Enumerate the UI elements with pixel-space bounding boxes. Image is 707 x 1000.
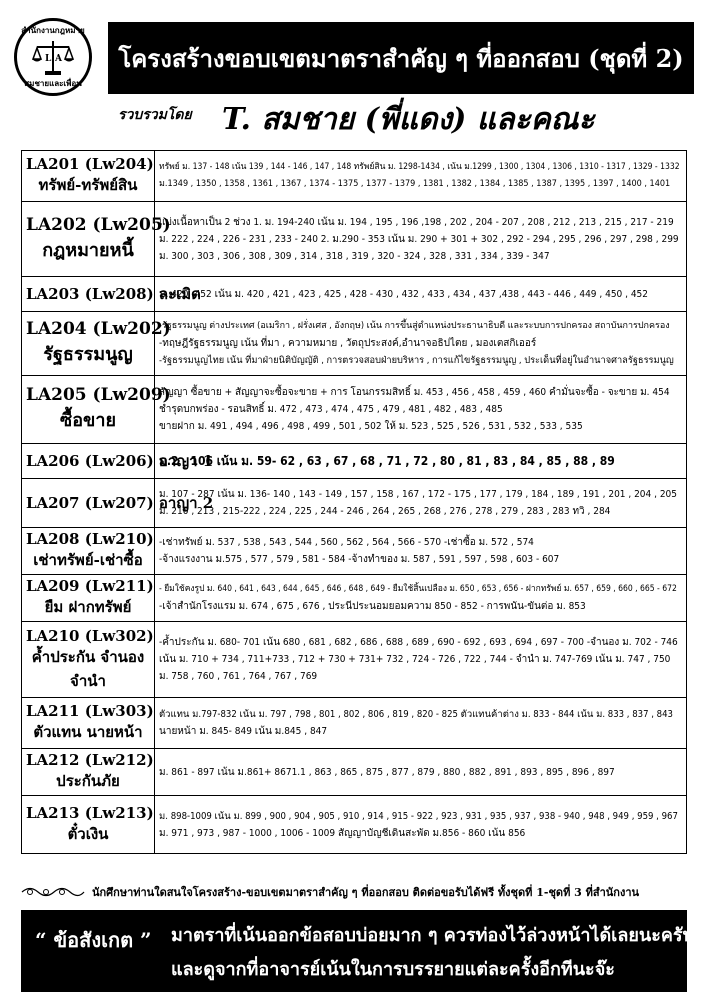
table-row (22, 796, 687, 854)
section-detail-cell (155, 202, 687, 277)
course-code: LA207 (Lw207) อาญา 2 (26, 494, 214, 512)
course-cell (22, 202, 171, 277)
section-detail-line: ชำรุดบกพร่อง - รอนสิทธิ์ ม. 472 , 473 , 474 , 475 , 479 , 481 , 482 , 483 , 485 (159, 404, 503, 415)
section-detail-line: ม. 420 -452 เน้น ม. 420 , 421 , 423 , 425 , 428 - 430 , 432 , 433 , 434 , 437 ,438 , 443 - 446 , 449 , 450 , 452 (159, 288, 649, 300)
course-cell (22, 376, 171, 444)
course-code: LA204 (Lw202) (26, 319, 171, 339)
course-cell (22, 277, 201, 312)
syllabus-table (21, 150, 687, 854)
course-subject: ค้ำประกัน จำนอง จำนำ (31, 647, 145, 690)
section-detail-line: - ยืมใช้คงรูป ม. 640 , 641 , 643 , 644 , 645 , 646 , 648 , 649 - ยืมใช้สิ้นเปลือง ม. 650 , 653 , 656 - ฝากทรัพย์ ม. 657 , 659 , 660 , 665 - 672 (159, 584, 677, 594)
section-detail-line: -รัฐธรรมนูญ ต่างประเทศ (อเมริกา , ฝรั่งเศส , อังกฤษ) เน้น การขึ้นสู่ตำแหน่งประธานาธิบดี และระบบการปกครอง สถาบันการปกครอง (159, 321, 670, 331)
course-subject: เช่าทรัพย์-เช่าซื้อ (33, 551, 143, 569)
section-detail-cell (155, 151, 687, 202)
section-detail-line: -ทฤษฎีรัฐธรรมนูญ เน้น ที่มา , ความหมาย , วัตถุประสงค์,อำนาจอธิปไตย , มองเตสกิเออร์ (159, 338, 537, 349)
course-code: LA202 (Lw205) (26, 214, 171, 235)
course-code: LA201 (Lw204) (26, 155, 154, 173)
course-code: LA209 (Lw211) (26, 577, 154, 595)
course-subject: ตั๋วเงิน (67, 824, 109, 843)
svg-text:A: A (55, 54, 62, 64)
section-detail-cell (155, 444, 687, 479)
section-detail-line: -เจ้าสำนักโรงแรม ม. 674 , 675 , 676 , ประนีประนอมยอมความ 850 - 852 - การพนัน-ขันต่อ ม. 853 (159, 601, 586, 612)
table-row (22, 749, 687, 796)
course-cell (22, 479, 214, 528)
section-detail-line: นายหน้า ม. 845- 849 เน้น ม.845 , 847 (159, 726, 328, 737)
course-code: LA213 (Lw213) (26, 803, 154, 822)
section-detail-line: ม. 107 - 287 เน้น ม. 136- 140 , 143 - 149 , 157 , 158 , 167 , 172 - 175 , 177 , 179 , 184 , 189 , 191 , 201 , 204 , 205 (159, 489, 677, 500)
section-detail-line: -ค้ำประกัน ม. 680- 701 เน้น 680 , 681 , 682 , 686 , 688 , 689 , 690 - 692 , 693 , 694 , 697 - 700 -จำนอง ม. 702 - 746 (159, 637, 678, 648)
course-code: LA210 (Lw302) (26, 626, 154, 645)
section-detail-line: ม.2 - 106 เน้น ม. 59- 62 , 63 , 67 , 68 , 71 , 72 , 80 , 81 , 83 , 84 , 85 , 88 , 89 (159, 453, 615, 468)
course-subject: ซื้อขาย (60, 410, 116, 431)
section-detail-cell (155, 698, 687, 749)
course-cell (22, 575, 155, 622)
table-row (22, 277, 687, 312)
section-detail-line: ขายฝาก ม. 491 , 494 , 496 , 498 , 499 , 501 , 502 ให้ ม. 523 , 525 , 526 , 531 , 532 , 533 , 535 (159, 421, 583, 432)
section-detail-cell (155, 796, 687, 854)
course-cell (22, 528, 155, 575)
course-subject: ตัวแทน นายหน้า (33, 723, 143, 741)
section-detail-line: ม. 300 , 303 , 306 , 308 , 309 , 314 , 318 , 319 , 320 - 324 , 328 , 331 , 334 , 339 - 347 (159, 250, 550, 262)
course-cell (22, 698, 155, 749)
table-row (22, 312, 687, 376)
section-detail-line: ม.1349 , 1350 , 1358 , 1361 , 1367 , 1374 - 1375 , 1377 - 1379 , 1381 , 1382 , 1384 , 1385 , 1387 , 1395 , 1397 , 1400 , 1401 (159, 179, 671, 189)
table-row (22, 622, 687, 698)
svg-text:L: L (45, 54, 52, 64)
logo-ring-top-text: สำนักงานกฎหมาย (21, 25, 85, 35)
course-code: LA205 (Lw209) (26, 385, 171, 405)
table-row (22, 698, 687, 749)
compiled-by-label: รวบรวมโดย (118, 107, 192, 123)
compiler-name: T. สมชาย (พี่แดง) และคณะ (222, 102, 595, 137)
course-subject: รัฐธรรมนูญ (43, 344, 133, 365)
section-detail-line: เน้น ม. 710 + 734 , 711+733 , 712 + 730 + 731+ 732 , 724 - 726 , 722 , 744 - จำนำ ม. 747-769 เน้น ม. 747 , 750 (159, 654, 671, 665)
table-row (22, 575, 687, 622)
course-subject: กฎหมายหนี้ (42, 239, 134, 261)
table-row (22, 151, 687, 202)
notice-label: “ ข้อสังเกต ” (35, 928, 152, 952)
section-detail-line: สัญญา ซื้อขาย + สัญญาจะซื้อจะขาย + การ โอนกรรมสิทธิ์ ม. 453 , 456 , 458 , 459 , 460 คำมั่นจะซื้อ - จะขาย ม. 454 (159, 387, 670, 398)
section-detail-line: ม. 898-1009 เน้น ม. 899 , 900 , 904 , 905 , 910 , 914 , 915 - 922 , 923 , 931 , 935 , 937 , 938 - 940 , 948 , 949 , 959 , 967 (159, 810, 678, 822)
section-detail-cell (155, 312, 687, 376)
page-title: โครงสร้างขอบเขตมาตราสำคัญ ๆ ที่ออกสอบ (ชุดที่ 2) (118, 43, 684, 73)
section-detail-line: -รัฐธรรมนูญไทย เน้น ที่มาฝ่ายนิติบัญญัติ , การตรวจสอบฝ่ายบริหาร , การแก้ไขรัฐธรรมนูญ , ประเด็นที่อยู่ในอำนาจศาลรัฐธรรมนูญ (159, 355, 674, 366)
course-cell (22, 622, 155, 698)
table-row (22, 528, 687, 575)
course-cell (22, 312, 171, 376)
section-detail-cell (155, 528, 687, 575)
notice-box (21, 910, 695, 992)
course-code: LA211 (Lw303) (26, 702, 154, 720)
section-detail-line: ม. 758 , 760 , 761 , 764 , 767 , 769 (159, 671, 318, 682)
table-row (22, 479, 687, 528)
course-cell (22, 796, 155, 854)
section-detail-line: ม. 971 , 973 , 987 - 1000 , 1006 - 1009 สัญญาบัญชีเดินสะพัด ม.856 - 860 เน้น 856 (159, 827, 526, 839)
section-detail-cell (155, 749, 687, 796)
section-detail-line: -เช่าทรัพย์ ม. 537 , 538 , 543 , 544 , 560 , 562 , 564 , 566 - 570 -เช่าซื้อ ม. 572 , 574 (159, 537, 534, 548)
section-detail-cell (155, 479, 687, 528)
course-code: LA212 (Lw212) (26, 751, 154, 769)
notice-line-1: มาตราที่เน้นออกข้อสอบบ่อยมาก ๆ ควรท่องไว้ล่วงหน้าได้เลยนะครับ (171, 925, 695, 946)
footer-note (20, 882, 692, 902)
section-detail-line: แบ่งเนื้อหาเป็น 2 ช่วง 1. ม. 194-240 เน้น ม. 194 , 195 , 196 ,198 , 202 , 204 - 207 , 208 , 212 , 213 , 215 , 217 - 219 (159, 216, 674, 228)
table-row (22, 376, 687, 444)
section-detail-cell (155, 277, 687, 312)
section-detail-line: ตัวแทน ม.797-832 เน้น ม. 797 , 798 , 801 , 802 , 806 , 819 , 820 - 825 ตัวแทนค้าต่าง ม. 833 - 844 เน้น ม. 833 , 837 , 843 (159, 709, 673, 720)
notice-line-2: และดูจากที่อาจารย์เน้นในการบรรยายแต่ละครั้งอีกทีนะจ๊ะ (171, 959, 615, 980)
course-cell (22, 749, 155, 796)
ornament-icon (20, 885, 86, 899)
scales-of-justice-icon (31, 37, 75, 77)
course-subject: ประกันภัย (56, 772, 120, 790)
course-code: LA208 (Lw210) (26, 530, 154, 548)
table-row (22, 444, 687, 479)
section-detail-line: ทรัพย์ ม. 137 - 148 เน้น 139 , 144 - 146 , 147 , 148 ทรัพย์สิน ม. 1298-1434 , เน้น ม.1299 , 1300 , 1304 , 1306 , 1310 - 1317 , 1329 - 1332 (159, 162, 680, 172)
course-subject: ยืม ฝากทรัพย์ (44, 598, 132, 616)
section-detail-line: ม. 210 , 213 , 215-222 , 224 , 225 , 244 - 246 , 264 , 265 , 268 , 276 , 278 , 279 , 283 , 283 ทวิ , 284 (159, 506, 611, 517)
section-detail-line: ม. 222 , 224 , 226 - 231 , 233 - 240 2. ม.290 - 353 เน้น ม. 290 + 301 + 302 , 292 - 294 , 295 , 296 , 297 , 298 , 299 (159, 233, 679, 245)
section-detail-cell (155, 376, 687, 444)
course-code: LA206 (Lw206) อาญา 1 (26, 452, 214, 470)
logo-ring-bottom-text: สมชายและเพื่อน (24, 78, 82, 88)
section-detail-line: ม. 861 - 897 เน้น ม.861+ 8671.1 , 863 , 865 , 875 , 877 , 879 , 880 , 882 , 891 , 893 , 895 , 896 , 897 (159, 766, 615, 778)
table-row (22, 202, 687, 277)
section-detail-cell (155, 622, 687, 698)
page-title-bar (108, 22, 694, 94)
course-code: LA203 (Lw208) ละเมิด (26, 285, 201, 303)
section-detail-cell (155, 575, 687, 622)
office-logo (14, 18, 92, 96)
course-cell (22, 444, 214, 479)
footer-note-text: นักศึกษาท่านใดสนใจโครงสร้าง-ขอบเขตมาตราสำคัญ ๆ ที่ออกสอบ ติดต่อขอรับได้ฟรี ทั้งชุดที่ 1-ชุดที่ 3 ที่สำนักงาน (92, 886, 640, 899)
section-detail-line: -จ้างแรงงาน ม.575 , 577 , 579 , 581 - 584 -จ้างทำของ ม. 587 , 591 , 597 , 598 , 603 - 607 (159, 554, 560, 565)
course-subject: ทรัพย์-ทรัพย์สิน (38, 176, 138, 194)
course-cell (22, 151, 155, 202)
